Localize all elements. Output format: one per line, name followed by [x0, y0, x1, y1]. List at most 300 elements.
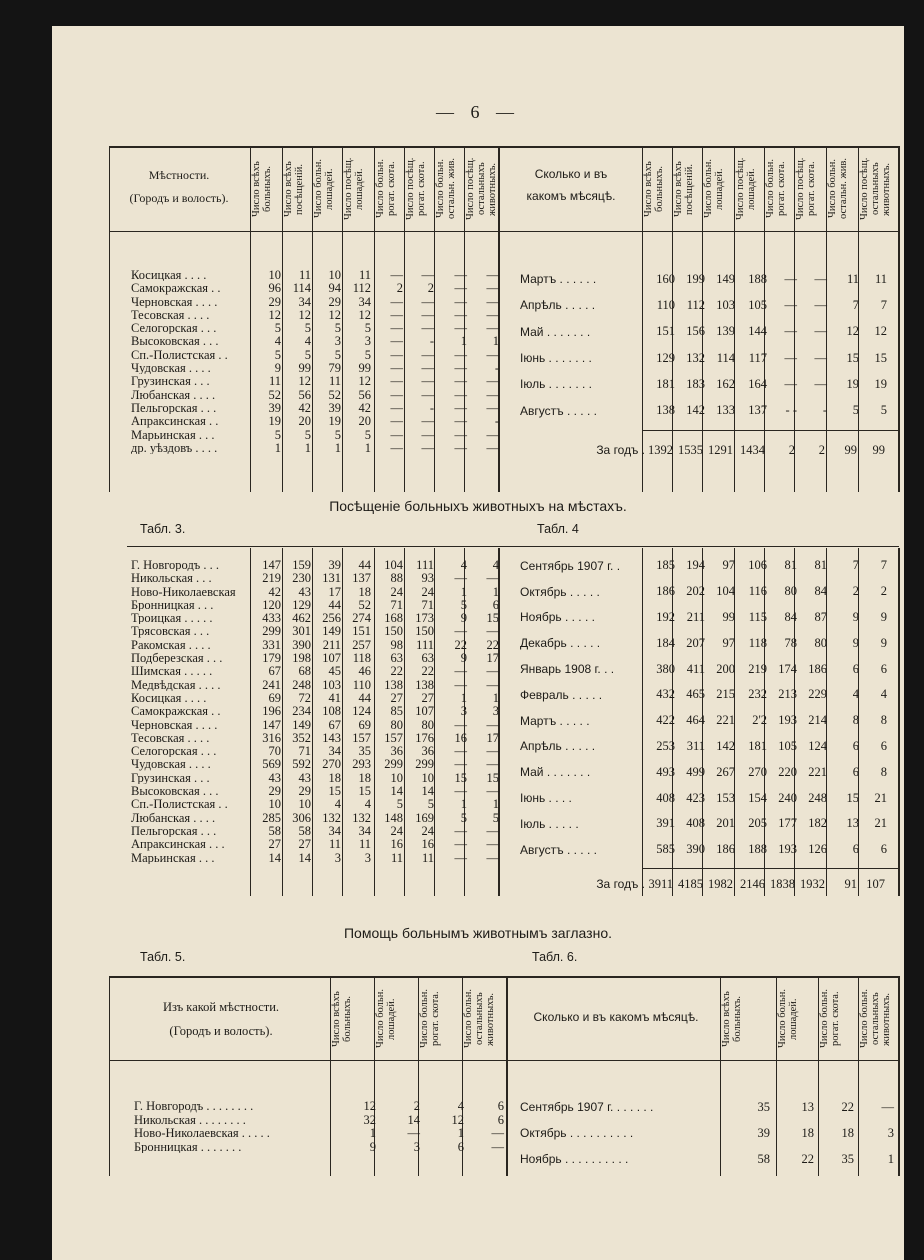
table12-left-row-cell: 3 [334, 334, 341, 348]
table12-left-row-cell: 5 [304, 347, 311, 362]
section2-left-row-cell: 68 [298, 664, 311, 678]
section3-left-row-label: Никольская . . . . . . . . [134, 1112, 246, 1126]
section2-left-row-cell: 22 [486, 637, 499, 652]
section3-left-row-label: Ново-Николаевская . . . . . [134, 1126, 270, 1140]
section2-left-row-cell: 44 [358, 558, 371, 572]
section2-left-row-cell: — [454, 664, 467, 678]
table12-left-row-cell: — [486, 440, 499, 455]
table12-right-row-cell: 110 [656, 297, 675, 312]
section2-left-row-cell: — [486, 717, 499, 731]
section2-right-row-cell: 84 [784, 609, 797, 624]
section2-left-row-cell: — [454, 717, 467, 731]
table12-left-row-cell: 5 [274, 347, 281, 362]
section2-right-row-label: Іюль . . . . . [520, 816, 579, 831]
table12-left-row-label: Грузинская . . . [131, 374, 210, 388]
section2-left-row-label: Косицкая . . . . [131, 690, 207, 705]
section3-left-row-cell: 14 [407, 1112, 420, 1126]
section3-left-row-cell: 1 [457, 1126, 464, 1140]
section3-left-row-cell: 6 [497, 1112, 504, 1126]
section3-right-row-cell: 35 [757, 1099, 770, 1114]
section2-left-row-cell: 29 [298, 784, 311, 798]
section2-left-row-cell: — [486, 677, 499, 691]
table12-left-row-cell: 34 [298, 294, 311, 308]
section2-left-row-label: Трясовская . . . [131, 624, 210, 638]
table12-right-col-header-4: Число посѣщ. лошадей. [735, 157, 757, 221]
section3-right-col-header-1: Число всѣхъ больныхъ. [721, 991, 743, 1047]
section2-left-row-cell: — [454, 823, 467, 838]
section2-left-row-cell: 22 [454, 637, 467, 652]
section2-total-row [645, 877, 899, 892]
section3-left-row-cell: 32 [363, 1112, 376, 1126]
table12-left-row-cell: 52 [268, 387, 281, 401]
section2-left-row-cell: 176 [415, 730, 434, 745]
table12-left-row-cell: 12 [268, 307, 281, 322]
section2-left-row-cell: — [486, 744, 499, 758]
section2-right-row-cell: 219 [748, 661, 767, 676]
section2-left-row-cell: 3 [334, 850, 341, 864]
table12-right-row-cell: 5 [880, 403, 887, 418]
table12-left-row-cell: 20 [358, 414, 371, 428]
section2-right-row-cell: 6 [880, 661, 887, 676]
section2-left-row-cell: 107 [415, 704, 434, 718]
tabl-4-label: Табл. 4 [537, 522, 579, 536]
section2-right-row-cell: 78 [784, 635, 797, 650]
section2-left-row-cell: 137 [352, 571, 371, 585]
section2-right-row-cell: 13 [846, 816, 859, 831]
section2-left-row-cell: 15 [328, 784, 341, 798]
section2-right-row-cell: 253 [656, 738, 675, 753]
section2-right-row-label: Августъ . . . . . [520, 842, 597, 857]
section2-left-row-cell: 27 [298, 837, 311, 851]
section2-left-row-cell: 36 [390, 744, 403, 758]
table12-right-col-header-1: Число всѣхъ больныхъ. [643, 161, 665, 217]
section2-left-row-cell: 104 [384, 558, 403, 572]
table12-left-body [129, 268, 501, 454]
section2-left-row-cell: 67 [328, 717, 341, 731]
section2-left-row-cell: 1 [460, 690, 467, 705]
section2-right-row-label: Ноябрь . . . . . [520, 610, 595, 625]
section2-right-row-cell: 465 [686, 687, 705, 702]
section2-left-row-cell: 306 [292, 810, 311, 824]
section2-left-row-cell: — [486, 784, 499, 798]
section3-left-row-cell: — [491, 1126, 504, 1140]
total-cell: 3911 [648, 877, 673, 891]
section2-left-row-cell: 22 [421, 664, 434, 678]
section2-left-row-cell: 24 [421, 584, 434, 598]
table12-left-row-cell: 42 [358, 400, 371, 415]
section2-right-row-cell: 142 [716, 738, 735, 753]
section2-right-row-cell: 118 [748, 635, 767, 650]
section2-right-row-cell: 177 [778, 816, 797, 831]
section2-right-row-cell: 248 [808, 790, 827, 805]
table12-right-row-cell: 199 [686, 271, 705, 286]
table12-right-row-cell: 112 [686, 297, 705, 312]
section3-right-row-cell: 18 [841, 1125, 854, 1140]
section2-left-row-cell: 16 [390, 837, 403, 851]
section2-right-row-cell: 221 [808, 764, 827, 779]
table12-right-row-cell: 7 [880, 297, 887, 312]
section2-left-row-cell: 11 [328, 837, 341, 851]
table12-left-row-cell: 5 [274, 427, 281, 441]
section2-left-row-cell: 173 [415, 611, 434, 625]
section2-right-row-cell: 207 [686, 635, 705, 650]
section2-left-row-cell: 3 [460, 704, 467, 718]
section2-right-row-cell: 188 [748, 842, 767, 857]
section2-right-row-cell: 81 [784, 558, 797, 573]
section3-right-row-label: Октябрь . . . . . . . . . . [520, 1126, 634, 1140]
table12-left-row-cell: — [390, 414, 403, 428]
table12-left-row-cell: 9 [274, 361, 281, 375]
table12-left-row-cell: 12 [298, 374, 311, 388]
table12-right-row-cell: 12 [874, 324, 887, 339]
table12-left-row-cell: — [390, 307, 403, 322]
section2-left-row-cell: 10 [421, 770, 434, 785]
table12-left-row-cell: — [454, 374, 467, 388]
section2-left-row-cell: 43 [268, 770, 281, 785]
section2-left-row-cell: 4 [460, 558, 467, 572]
section2-right-row-cell: 99 [722, 609, 735, 624]
table12-left-row-cell: 29 [268, 294, 281, 308]
section2-right-row-cell: 80 [814, 635, 827, 650]
table12-left-row-cell: 5 [364, 427, 371, 441]
section2-left-row-cell: 149 [322, 624, 341, 638]
table12-left-col-header-4: Число посѣщ. лошадей. [343, 157, 365, 221]
section2-left-row-label: Селогорская . . . [131, 744, 217, 758]
total-cell: 1291 [708, 443, 733, 457]
section2-left-row-cell: 5 [396, 797, 403, 811]
table12-right-row-cell: — [814, 376, 827, 391]
table12-left-row-cell: — [421, 347, 434, 362]
section2-left-row-cell: 462 [292, 611, 311, 625]
section2-left-row-cell: 58 [268, 823, 281, 838]
table12-left-row-cell: — [421, 414, 434, 428]
table12-total-rule [642, 430, 899, 431]
section3-left-row-label: Г. Новгородъ . . . . . . . . [134, 1099, 254, 1113]
section2-right-row-cell: 9 [880, 609, 887, 624]
table12-right-row-cell: 12 [846, 324, 859, 339]
section2-left-row-cell: — [454, 744, 467, 758]
table12-left-row-cell: - [494, 414, 499, 428]
section2-right-row-cell: 97 [722, 558, 735, 573]
table12-left-row-cell: — [390, 347, 403, 362]
table12-left-row-label: Косицкая . . . . [131, 268, 207, 282]
section2-right-row-cell: 422 [656, 713, 675, 728]
section2-left-row-cell: 131 [322, 571, 341, 585]
table12-right-row-cell: - - [785, 403, 797, 418]
table12-right-row-cell: 149 [716, 271, 735, 286]
section2-left-row-cell: 1 [492, 584, 499, 598]
table12-left-row-cell: 12 [358, 374, 371, 388]
section2-left-row-cell: 72 [298, 690, 311, 705]
section2-left-row-cell: 27 [268, 837, 281, 851]
section2-left-row-cell: 85 [390, 704, 403, 718]
section2-right-row-cell: 193 [778, 842, 797, 857]
section2-left-row-cell: 39 [328, 558, 341, 572]
section2-right-row-cell: 6 [852, 661, 859, 676]
section2-right-row-cell: 185 [656, 558, 675, 573]
total-cell: 1535 [678, 443, 703, 457]
section3-left-row-cell: 6 [457, 1139, 464, 1153]
table12-left-row-cell: 56 [298, 387, 311, 401]
table12-left-col-header-5: Число больн. рогат. скота. [375, 159, 397, 219]
section2-right-row-cell: 202 [686, 584, 705, 599]
table12-left-row-cell: — [390, 440, 403, 455]
section3-right-row-cell: — [881, 1099, 894, 1114]
section2-left-row-label: Пельгорская . . . [131, 823, 217, 838]
section2-right-row-cell: 21 [874, 816, 887, 831]
section2-right-row-cell: 7 [880, 558, 887, 573]
section2-left-row-cell: 433 [262, 611, 281, 625]
section2-left-row-cell: 150 [384, 624, 403, 638]
section2-right-row-label: Февраль . . . . . [520, 687, 603, 702]
section2-left-row-cell: 230 [292, 571, 311, 585]
table12-left-row-cell: 99 [298, 361, 311, 375]
table12-left-row-cell: 79 [328, 361, 341, 375]
table12-right-row-cell: 188 [748, 271, 767, 286]
section2-left-row-cell: 111 [416, 558, 434, 572]
section2-right-row-cell: 408 [656, 790, 675, 805]
section3-left-row-cell: 1 [369, 1126, 376, 1140]
section3-divider [109, 976, 110, 1176]
section2-left-row-label: Самокражская . . [131, 704, 221, 718]
section2-left-row-cell: 157 [384, 730, 403, 745]
section2-left-row-cell: 15 [486, 770, 499, 785]
table12-right-row-cell: 19 [846, 376, 859, 391]
table12-left-row-cell: 5 [364, 347, 371, 362]
section2-left-row-cell: 270 [322, 757, 341, 771]
section2-left-row-cell: 257 [352, 637, 371, 652]
table12-left-row-cell: 11 [358, 268, 371, 282]
table12-left-row-cell: 29 [328, 294, 341, 308]
section2-left-row-cell: 285 [262, 810, 281, 824]
section2-right-row-cell: 124 [808, 738, 827, 753]
section2-right-row-cell: 220 [778, 764, 797, 779]
section2-left-row-cell: 58 [298, 823, 311, 838]
table12-left-row-cell: — [390, 387, 403, 401]
section2-left-row-cell: 34 [328, 744, 341, 758]
section2-left-row-cell: 98 [390, 637, 403, 652]
section2-left-row-cell: 35 [358, 744, 371, 758]
section2-left-row-cell: 219 [262, 571, 281, 585]
section2-right-row-cell: 499 [686, 764, 705, 779]
section2-right-row-cell: 6 [852, 764, 859, 779]
section2-left-row-cell: 16 [454, 730, 467, 745]
section2-left-row-label: Подберезская . . . [131, 651, 223, 665]
page-number: — 6 — [436, 102, 520, 122]
section2-left-row-cell: 9 [460, 651, 467, 665]
section2-left-row-cell: 129 [292, 597, 311, 612]
section2-right-row-cell: 232 [748, 687, 767, 702]
table12-right-row-cell: — [784, 297, 797, 312]
section2-left-row-cell: 248 [292, 677, 311, 691]
table12-left-row-label: Черновская . . . . [131, 294, 218, 308]
section2-right-row-cell: 213 [778, 687, 797, 702]
section2-left-row-cell: 132 [352, 810, 371, 824]
section2-left-row-label: Троицкая . . . . . [131, 611, 213, 625]
table12-right-row-cell: 129 [656, 350, 675, 365]
table12-right-row-cell: 156 [686, 324, 705, 339]
table12-right-row-label: Апрѣль . . . . . [520, 298, 596, 313]
section2-right-row-cell: 6 [852, 842, 859, 857]
section2-left-row-cell: 198 [292, 651, 311, 665]
section2-left-row-cell: 256 [322, 611, 341, 625]
section2-total-label: За годъ . [596, 877, 645, 891]
table12-right-row-cell: 183 [686, 376, 705, 391]
table12-left-row-cell: - [494, 361, 499, 375]
section2-left-row-cell: 93 [421, 571, 434, 585]
table12-right-row-cell: 144 [748, 324, 767, 339]
table12-left-row-cell: — [486, 321, 499, 335]
section2-left-row-cell: — [486, 837, 499, 851]
table12-right-row-label: Мартъ . . . . . . [520, 272, 597, 287]
table12-right-row-cell: 132 [686, 350, 705, 365]
section2-left-row-cell: 45 [328, 664, 341, 678]
section2-left-row-cell: 234 [292, 704, 311, 718]
section2-left-row-cell: 11 [390, 850, 403, 864]
section2-right-row-cell: 115 [748, 609, 767, 624]
table12-left-col-header-1: Число всѣхъ больныхъ. [251, 161, 273, 217]
section2-left-row-cell: 148 [384, 810, 403, 824]
section2-left-row-cell: 9 [460, 611, 467, 625]
table12-left-row-cell: — [421, 268, 434, 282]
table12-left-row-cell: — [486, 400, 499, 415]
section2-left-row-cell: 1 [460, 797, 467, 811]
section2-left-row-cell: 569 [262, 757, 281, 771]
table12-left-row-cell: — [454, 321, 467, 335]
section2-right-row-cell: 192 [656, 609, 675, 624]
section2-right-row-cell: 9 [880, 635, 887, 650]
table12-left-row-label: Высоковская . . . [131, 334, 219, 348]
section2-right-row-label: Октябрь . . . . . [520, 584, 600, 599]
section2-left-row-cell: 169 [415, 810, 434, 824]
section2-right-row-label: Сентябрь 1907 г. . [520, 558, 621, 573]
section2-right-row-cell: 221 [716, 713, 735, 728]
table12-right-row-cell: 117 [748, 350, 767, 365]
table12-left-row-cell: 1 [460, 334, 467, 348]
section2-right-row-cell: 391 [656, 816, 675, 831]
section2-left-row-cell: 592 [292, 757, 311, 771]
section2-left-row-cell: — [454, 784, 467, 798]
table12-right-row-cell: 103 [716, 297, 735, 312]
section2-left-row-cell: 24 [390, 823, 403, 838]
section2-right-row-cell: 84 [814, 584, 827, 599]
section2-left-row-cell: 14 [421, 784, 434, 798]
table12-right-col-header-5: Число больн. рогат. скота. [765, 159, 787, 219]
table12-left-row-cell: 56 [358, 387, 371, 401]
table12-left-row-cell: — [454, 400, 467, 415]
section2-left-row-cell: 36 [421, 744, 434, 758]
section2-left-row-cell: 5 [427, 797, 434, 811]
table12-left-row-cell: 19 [328, 414, 341, 428]
section2-left-row-cell: 138 [384, 677, 403, 691]
tabl-3-label: Табл. 3. [140, 522, 186, 536]
section3-left-col-header-1: Число всѣхъ больныхъ. [331, 991, 353, 1047]
section2-top-rule [127, 546, 899, 547]
section2-right-row-cell: 154 [748, 790, 767, 805]
section2-left-row-cell: 299 [262, 624, 281, 638]
table12-left-row-cell: 2 [427, 281, 434, 295]
section2-left-row-cell: 14 [298, 850, 311, 864]
table12-right-col-header-8: Число посѣщ. остальныхъ животныхъ. [859, 157, 892, 221]
section3-top-rule [109, 976, 899, 978]
table12-left-row-cell: — [421, 294, 434, 308]
section2-left-row-cell: — [486, 664, 499, 678]
section3-left-row-cell: 2 [413, 1099, 420, 1113]
section3-right-row-cell: 1 [887, 1151, 894, 1166]
section2-left-row-cell: 24 [421, 823, 434, 838]
section2-left-row-cell: 15 [454, 770, 467, 785]
section2-right-row-cell: 205 [748, 816, 767, 831]
section2-left-row-cell: 71 [298, 744, 311, 758]
table12-left-row-cell: — [454, 307, 467, 322]
table12-right-body [514, 266, 899, 424]
section3-right-row-cell: 39 [757, 1125, 770, 1140]
table12-right-header: Сколько и въ какомъ мѣсяцѣ. [526, 167, 616, 203]
section2-left-row-cell: 168 [384, 611, 403, 625]
section2-left-row-cell: 6 [492, 597, 499, 612]
section3-left-row-cell: 9 [369, 1139, 376, 1153]
section2-left-row-cell: 22 [390, 664, 403, 678]
section3-right-row-cell: 22 [801, 1151, 814, 1166]
table12-right-row-cell: 105 [748, 297, 767, 312]
table12-left-row-cell: — [390, 268, 403, 282]
table12-left-row-cell: 4 [304, 334, 311, 348]
section2-left-row-cell: 24 [390, 584, 403, 598]
section2-right-row-label: Май . . . . . . . [520, 765, 591, 780]
section2-right-row-cell: 182 [808, 816, 827, 831]
table12-left-row-cell: 5 [334, 427, 341, 441]
section3-right-row-label: Ноябрь . . . . . . . . . . [520, 1152, 629, 1166]
table12-left-row-cell: 11 [268, 374, 281, 388]
table12-right-row-cell: — [814, 350, 827, 365]
section2-right-row-cell: 464 [686, 713, 705, 728]
section2-left-row-cell: 111 [416, 637, 434, 652]
section2-left-row-cell: 108 [322, 704, 341, 718]
section2-right-row-cell: 186 [656, 584, 675, 599]
section2-left-row-cell: 1 [492, 797, 499, 811]
section2-left-row-cell: 132 [322, 810, 341, 824]
section2-left-row-cell: 103 [322, 677, 341, 691]
table12-right-row-cell: 7 [852, 297, 859, 312]
section2-right-row-cell: 106 [748, 558, 767, 573]
table12-left-row-cell: — [421, 361, 434, 375]
section2-right-row-label: Мартъ . . . . . [520, 713, 590, 728]
table12-header-rule [109, 231, 899, 232]
table12-left-row-cell: 39 [268, 400, 281, 415]
section2-left-row-cell: 15 [358, 784, 371, 798]
section2-left-row-cell: 71 [421, 597, 434, 612]
table12-left-row-label: Селогорская . . . [131, 321, 217, 335]
section2-right-row-label: Іюнь . . . . [520, 791, 572, 806]
section2-left-row-cell: — [486, 823, 499, 838]
table12-left-row-label: Пельгорская . . . [131, 400, 217, 415]
section2-right-row-cell: 81 [814, 558, 827, 573]
section2-left-row-cell: 29 [268, 784, 281, 798]
table12-left-row-cell: 1 [304, 440, 311, 455]
section3-left-row-cell: — [407, 1126, 420, 1140]
total-cell: 1982 [708, 877, 733, 891]
section2-left-row-cell: 331 [262, 637, 281, 652]
section2-right-row-label: Апрѣль . . . . . [520, 739, 596, 754]
table12-left-row-cell: 5 [334, 321, 341, 335]
section2-left-row-cell: 43 [298, 584, 311, 598]
section2-left-row-cell: 147 [262, 717, 281, 731]
section3-header-rule [109, 1060, 899, 1061]
section2-right-row-cell: 211 [686, 609, 705, 624]
table12-left-row-label: др. уѣздовъ . . . . [131, 440, 218, 455]
section2-left-row-cell: 34 [358, 823, 371, 838]
section2-left-row-label: Ново-Николаевская [131, 584, 236, 598]
